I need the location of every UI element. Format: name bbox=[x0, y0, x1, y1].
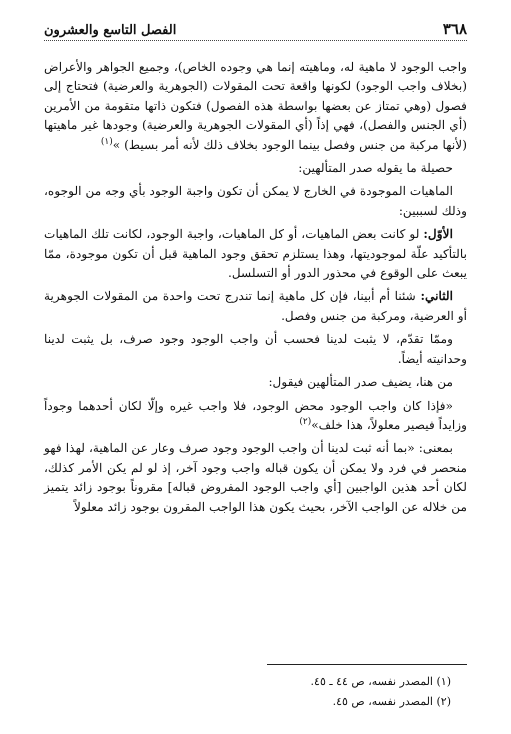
footnotes bbox=[44, 672, 451, 712]
paragraph-1-text: واجب الوجود لا ماهية له، وماهيته إنما هي وجوده الخاص)، وجميع الجواهر والأعراض (بخلاف واجب الوجود) لكونها واقعة تحت المقولات (الجوهرية والعرضية) فتحتاج إلى فصول (وهي تمتاز عن بعضها بواسطة هذه الفصول) فتكون ذاتها متقومة من الأمرين (أي الجنس والفصل)، فهي إذاً (أي المقولات الجوهرية والعرضية) وجودها غير ماهيتها (لأنها مركبة من جنس وفصل بينما الوجود بخلاف ذلك لأنه أمر بسيط) » bbox=[44, 60, 467, 152]
paragraph-3: الماهيات الموجودة في الخارج لا يمكن أن تكون واجبة الوجود بأي وجه من الوجوه، وذلك لسببين: bbox=[44, 184, 467, 218]
running-header bbox=[44, 14, 467, 41]
paragraph-5-lead: الثاني: bbox=[420, 289, 453, 304]
footnote-2: (٢) المصدر نفسه، ص ٤٥. bbox=[332, 695, 451, 708]
chapter-title: الفصل التاسع والعشرون bbox=[44, 23, 177, 38]
page-number: ٣٦٨ bbox=[442, 20, 467, 38]
footnote-1: (١) المصدر نفسه، ص ٤٤ ـ ٤٥. bbox=[310, 675, 451, 688]
paragraph-5-text: شئنا أم أبينا، فإن كل ماهية إنما تندرج تحت واحدة من المقولات الجوهرية أو العرضية، ومركبة من جنس وفصل. bbox=[44, 289, 467, 323]
paragraph-4 bbox=[44, 225, 467, 283]
paragraph-8-text: «فإذا كان واجب الوجود محض الوجود، فلا واجب غيره وإلّا لكان أحدهما وجوداً وزايداً فيصير معلولاً، هذا خلف» bbox=[44, 398, 467, 432]
paragraph-1 bbox=[44, 58, 467, 155]
footnote-ref-1[interactable]: (١) bbox=[100, 136, 113, 147]
paragraph-8 bbox=[44, 397, 467, 436]
paragraph-4-text: لو كانت بعض الماهيات، أو كل الماهيات، واجبة الوجود، لكانت تلك الماهيات بالتأكيد علّة لموجوديتها، وهذا يستلزم تحقق وجود الماهية قبل أن تكون موجودة، ممّا يبعث على الوقوع في محذور الدور أو التسلسل. bbox=[44, 227, 467, 281]
paragraph-4-lead: الأوّل: bbox=[423, 227, 453, 242]
paragraph-5 bbox=[44, 287, 467, 326]
paragraph-9: بمعنى: «بما أنه ثبت لدينا أن واجب الوجود وجود صرف وعار عن الماهية، لهذا فهو منحصر في فرد ولا يمكن أن يكون قباله واجب وجود آخر، إذ لو لم يكن الأمر كذلك، لكان أحد هذين الواجبين [أي واجب الوجود المفروض قباله] مقروناً بوجود زائد يتميز من خلاله عن الواجب الآخر، بحيث يكون هذا الواجب المقرون بوجود زائد معلولاً bbox=[44, 441, 467, 514]
paragraph-2: حصيلة ما يقوله صدر المتألهين: bbox=[298, 161, 453, 176]
paragraph-6: وممّا تقدّم، لا يثبت لدينا فحسب أن واجب الوجود وجود صرف، بل يثبت لدينا وحدانيته أيضاً. bbox=[44, 332, 467, 366]
paragraph-7: من هنا، يضيف صدر المتألهين فيقول: bbox=[268, 375, 453, 390]
footnote-ref-2[interactable]: (٢) bbox=[299, 416, 312, 427]
body-text bbox=[44, 58, 467, 521]
footnote-divider bbox=[267, 664, 467, 665]
